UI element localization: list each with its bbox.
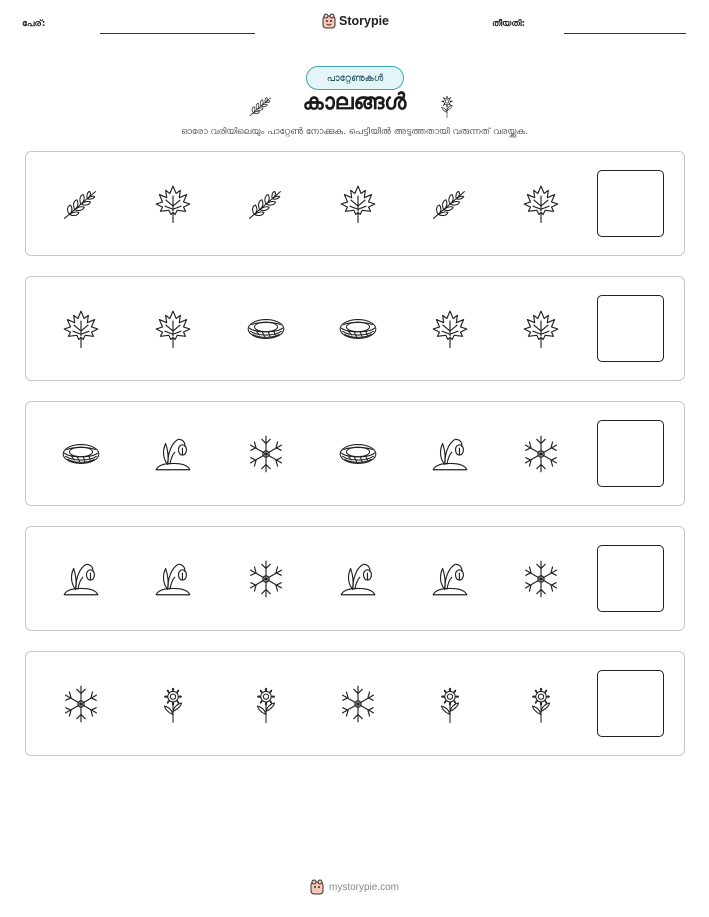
worksheet-header [0,0,709,50]
pattern-cell [334,680,382,728]
fern-icon [245,183,287,225]
sunflower-icon [429,683,471,725]
pattern-cell [242,180,290,228]
maple-leaf-icon [152,308,194,350]
snowdrop-icon [337,558,379,600]
pattern-cell [57,305,105,353]
pattern-cell [149,180,197,228]
snowflake-icon [60,683,102,725]
snowdrop-icon [152,433,194,475]
maple-leaf-icon [429,308,471,350]
pattern-cell [426,305,474,353]
maple-leaf-icon [60,308,102,350]
pattern-cell [426,680,474,728]
pattern-cell [426,555,474,603]
sunflower-icon [245,683,287,725]
answer-box[interactable] [597,545,664,612]
pattern-cell [149,555,197,603]
pattern-cell [242,680,290,728]
name-field[interactable] [100,33,255,34]
snowflake-icon [245,433,287,475]
category-badge: പാറ്റേണുകൾ [306,66,404,90]
pattern-cell [242,305,290,353]
instruction-text: ഓരോ വരിയിലെയും പാറ്റേൺ നോക്കുക. പെട്ടിയിൽ അടുത്തതായി വരുന്നത് വരയ്ക്കുക. [181,127,528,137]
date-field[interactable] [564,33,686,34]
answer-box[interactable] [597,670,664,737]
fern-icon [245,92,277,120]
pattern-cell [517,180,565,228]
pattern-cell [334,305,382,353]
sunflower-icon [152,683,194,725]
snowdrop-icon [60,558,102,600]
name-label: പേര്: [22,19,46,29]
snowflake-icon [245,558,287,600]
pattern-cell [517,305,565,353]
pattern-cell [57,555,105,603]
snowdrop-icon [429,433,471,475]
maple-leaf-icon [152,183,194,225]
snowflake-icon [520,433,562,475]
snowflake-icon [337,683,379,725]
pattern-cell [517,430,565,478]
answer-box[interactable] [597,170,664,237]
maple-leaf-icon [520,183,562,225]
snowflake-icon [520,558,562,600]
pattern-row [25,526,685,631]
pattern-row [25,401,685,506]
title-row [0,90,709,124]
pattern-row [25,151,685,256]
pattern-cell [334,430,382,478]
pattern-cell [242,555,290,603]
fern-icon [60,183,102,225]
pattern-cell [149,680,197,728]
answer-box[interactable] [597,420,664,487]
pattern-row [25,651,685,756]
maple-leaf-icon [337,183,379,225]
snowdrop-icon [429,558,471,600]
footer-site-link[interactable]: mystorypie.com [328,881,399,893]
storypie-logo-icon [310,879,324,895]
answer-box[interactable] [597,295,664,362]
pattern-cell [57,430,105,478]
pattern-row [25,276,685,381]
pattern-cell [242,430,290,478]
page-title: കാലങ്ങൾ [302,90,407,115]
nest-icon [337,433,379,475]
brand-logo [322,13,389,29]
nest-icon [245,308,287,350]
snowdrop-icon [152,558,194,600]
nest-icon [337,308,379,350]
brand-name: Storypie [339,14,390,28]
date-label: തീയതി: [492,19,526,29]
pattern-cell [149,305,197,353]
pattern-cell [334,555,382,603]
pattern-cell [149,430,197,478]
pattern-cell [57,680,105,728]
pattern-cell [334,180,382,228]
storypie-logo-icon [322,13,336,29]
pattern-cell [426,180,474,228]
footer [0,879,709,895]
pattern-cell [426,430,474,478]
pattern-cell [517,680,565,728]
fern-icon [429,183,471,225]
nest-icon [60,433,102,475]
maple-leaf-icon [520,308,562,350]
sunflower-icon [520,683,562,725]
sunflower-icon [434,90,460,122]
pattern-cell [517,555,565,603]
pattern-cell [57,180,105,228]
